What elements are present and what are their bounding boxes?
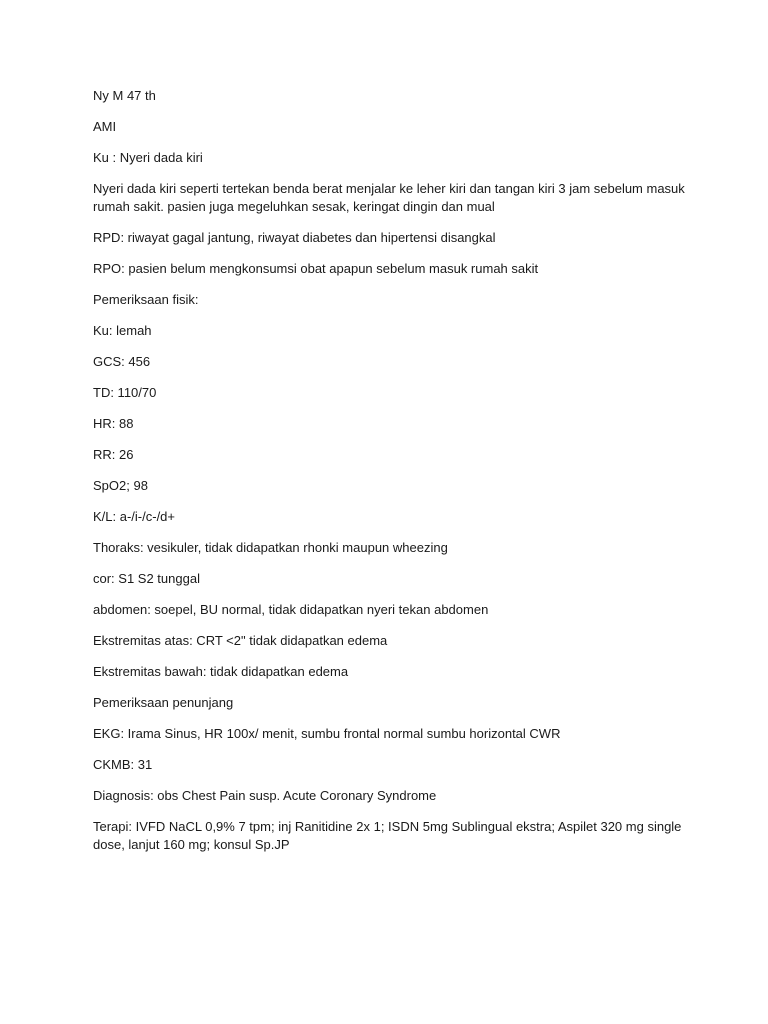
ckmb-result: CKMB: 31 bbox=[93, 757, 153, 772]
document-body bbox=[93, 87, 693, 867]
therapy: Terapi: IVFD NaCL 0,9% 7 tpm; inj Ranitidine 2x 1; ISDN 5mg Sublingual ekstra; Aspilet 320 mg single dose, lanjut 160 mg; konsul Sp.JP bbox=[93, 819, 682, 852]
cardiac-exam: cor: S1 S2 tunggal bbox=[93, 571, 200, 586]
head-neck-exam: K/L: a-/i-/c-/d+ bbox=[93, 509, 175, 524]
thorax-exam: Thoraks: vesikuler, tidak didapatkan rhonki maupun wheezing bbox=[93, 540, 448, 555]
physical-exam-heading: Pemeriksaan fisik: bbox=[93, 292, 199, 307]
blood-pressure: TD: 110/70 bbox=[93, 385, 157, 400]
chief-complaint: Ku : Nyeri dada kiri bbox=[93, 150, 203, 165]
past-medical-history: RPD: riwayat gagal jantung, riwayat diabetes dan hipertensi disangkal bbox=[93, 230, 496, 245]
history-present-illness: Nyeri dada kiri seperti tertekan benda berat menjalar ke leher kiri dan tangan kiri 3 jam sebelum masuk rumah sakit. pasien juga megeluhkan sesak, keringat dingin dan mual bbox=[93, 181, 685, 214]
oxygen-saturation: SpO2; 98 bbox=[93, 478, 148, 493]
upper-extremity-exam: Ekstremitas atas: CRT <2" tidak didapatkan edema bbox=[93, 633, 388, 648]
respiratory-rate: RR: 26 bbox=[93, 447, 134, 462]
patient-identity: Ny M 47 th bbox=[93, 88, 156, 103]
heart-rate: HR: 88 bbox=[93, 416, 134, 431]
general-condition: Ku: lemah bbox=[93, 323, 152, 338]
medication-history: RPO: pasien belum mengkonsumsi obat apapun sebelum masuk rumah sakit bbox=[93, 261, 539, 276]
lower-extremity-exam: Ekstremitas bawah: tidak didapatkan edema bbox=[93, 664, 349, 679]
diagnosis: Diagnosis: obs Chest Pain susp. Acute Coronary Syndrome bbox=[93, 788, 437, 803]
ecg-result: EKG: Irama Sinus, HR 100x/ menit, sumbu frontal normal sumbu horizontal CWR bbox=[93, 726, 561, 741]
gcs: GCS: 456 bbox=[93, 354, 151, 369]
abdomen-exam: abdomen: soepel, BU normal, tidak didapatkan nyeri tekan abdomen bbox=[93, 602, 489, 617]
supporting-exam-heading: Pemeriksaan penunjang bbox=[93, 695, 234, 710]
case-title: AMI bbox=[93, 119, 117, 134]
